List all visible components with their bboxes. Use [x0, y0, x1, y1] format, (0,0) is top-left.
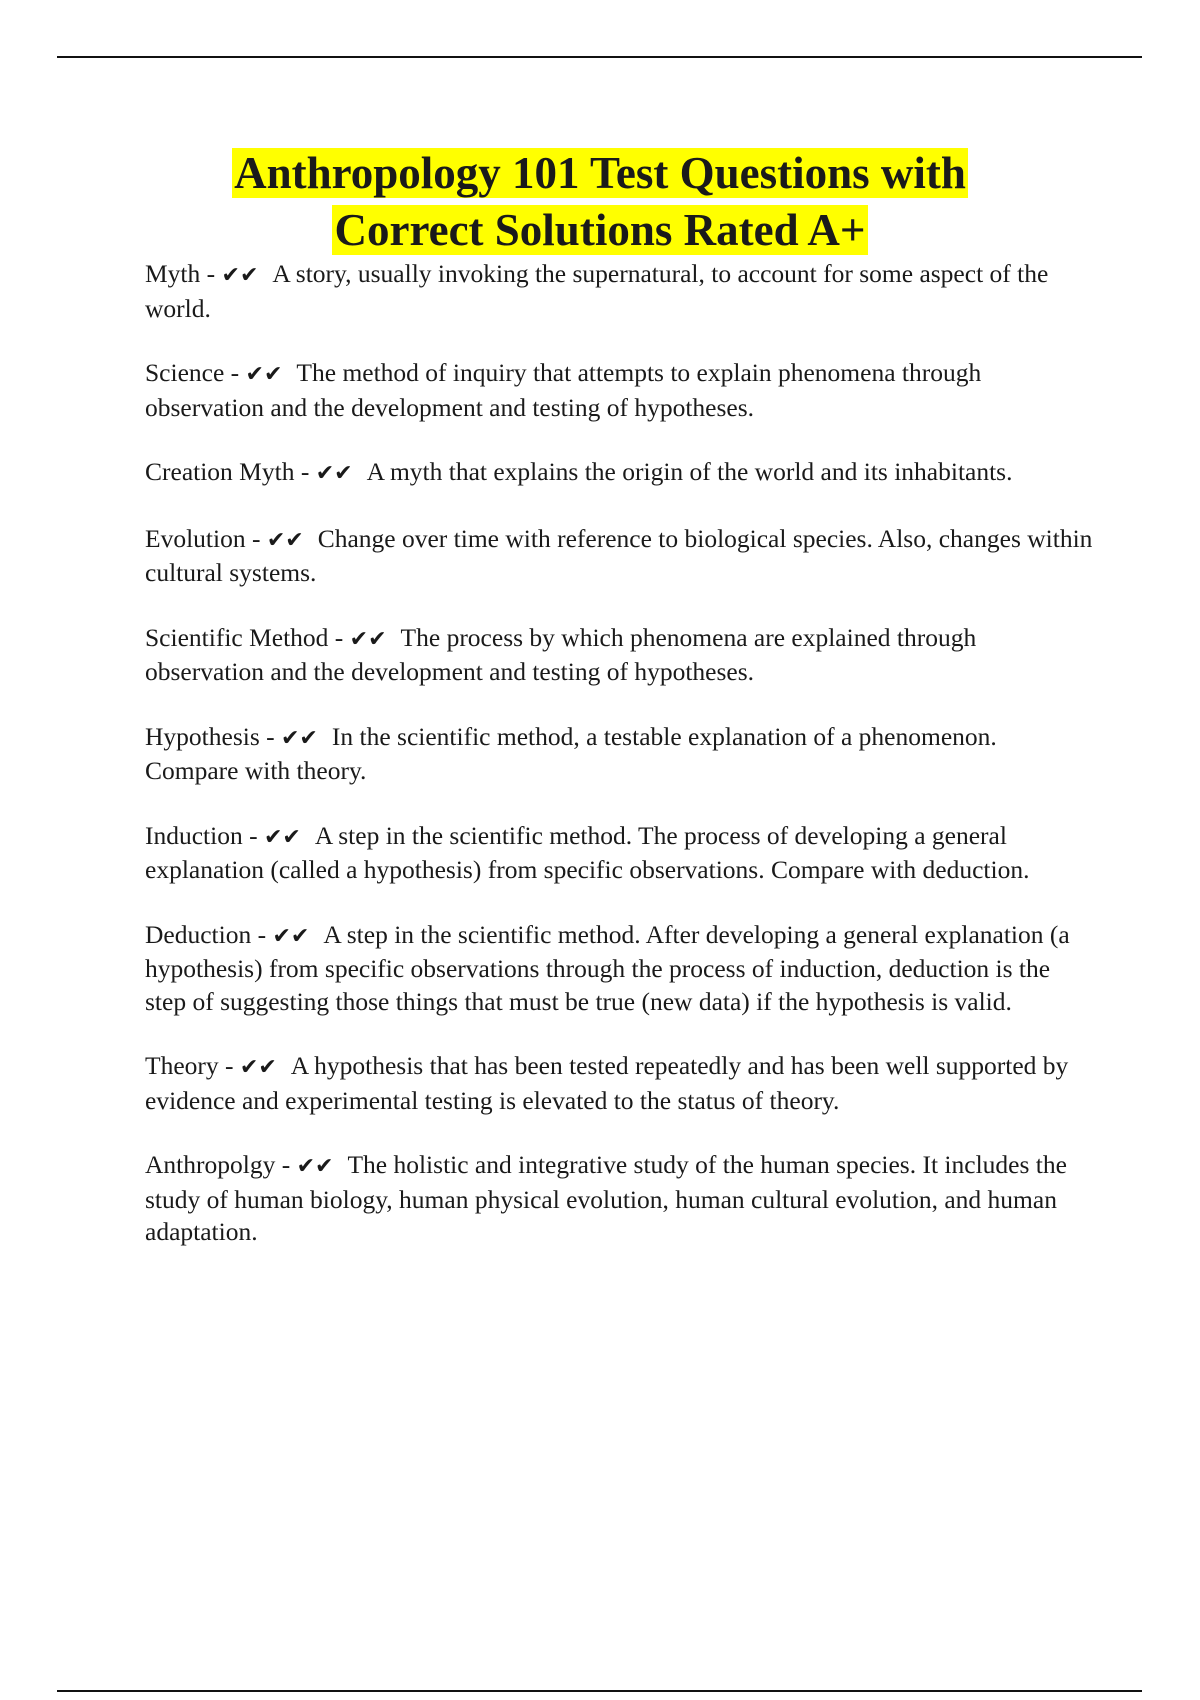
- term: Scientific Method: [145, 622, 329, 652]
- document-title: [0, 145, 1200, 259]
- list-item: Hypothesis - ✔✔ In the scientific method, a testable explanation of a phenomenon. Compare with theory.: [145, 721, 997, 785]
- list-item: Creation Myth - ✔✔ A myth that explains the origin of the world and its inhabitants.: [145, 457, 1013, 486]
- term: Deduction: [145, 919, 252, 949]
- term: Science: [145, 358, 225, 387]
- definition: The method of inquiry that attempts to explain phenomena through observation and the development and testing of hypotheses.: [145, 358, 982, 422]
- list-item: Theory - ✔✔ A hypothesis that has been tested repeatedly and has been well supported by evidence and experimental testing is elevated to the status of theory.: [145, 1051, 1069, 1115]
- definition: A step in the scientific method. After developing a general explanation (a hypothesis) from specific observations through the process of induction, deduction is the step of suggesting those things that must be true (new data) if the hypothesis is valid.: [145, 919, 1070, 1016]
- double-check-icon: ✔✔: [281, 725, 318, 751]
- definition-list: [145, 258, 1095, 1249]
- header-rule: [57, 56, 1142, 58]
- term: Evolution: [145, 523, 246, 553]
- double-check-icon: ✔✔: [245, 362, 283, 387]
- double-check-icon: ✔✔: [266, 527, 304, 553]
- term: Anthropolgy: [145, 1150, 276, 1179]
- definition: A story, usually invoking the supernatural, to account for some aspect of the world.: [145, 259, 1049, 323]
- definition: A myth that explains the origin of the world and its inhabitants.: [366, 457, 1013, 486]
- term: Hypothesis: [145, 721, 260, 751]
- title-line-2: Correct Solutions Rated A+: [334, 205, 866, 255]
- list-item: Myth - ✔✔ A story, usually invoking the supernatural, to account for some aspect of the world.: [145, 259, 1049, 323]
- double-check-icon: ✔✔: [296, 1154, 334, 1179]
- definition: Change over time with reference to biological species. Also, changes within cultural systems.: [145, 523, 1093, 587]
- definition: A step in the scientific method. The process of developing a general explanation (called a hypothesis) from specific observations. Compare with deduction.: [145, 820, 1030, 884]
- list-item: Anthropolgy - ✔✔ The holistic and integrative study of the human species. It includes the study of human biology, human physical evolution, human cultural evolution, and human adaptation.: [145, 1150, 1067, 1246]
- double-check-icon: ✔✔: [272, 923, 310, 949]
- term: Myth: [145, 259, 201, 288]
- double-check-icon: ✔✔: [315, 461, 353, 486]
- term: Induction: [145, 820, 243, 850]
- list-item: Induction - ✔✔ A step in the scientific method. The process of developing a general explanation (called a hypothesis) from specific observations. Compare with deduction.: [145, 820, 1030, 884]
- list-item: Evolution - ✔✔ Change over time with reference to biological species. Also, changes within cultural systems.: [145, 523, 1093, 587]
- double-check-icon: ✔✔: [263, 824, 301, 850]
- title-line-1: Anthropology 101 Test Questions with: [234, 148, 966, 198]
- definition: The holistic and integrative study of the human species. It includes the study of human biology, human physical evolution, human cultural evolution, and human adaptation.: [145, 1150, 1067, 1246]
- definition: In the scientific method, a testable explanation of a phenomenon. Compare with theory.: [145, 721, 997, 785]
- footer-rule: [57, 1690, 1142, 1692]
- list-item: Science - ✔✔ The method of inquiry that attempts to explain phenomena through observation and the development and testing of hypotheses.: [145, 358, 982, 422]
- double-check-icon: ✔✔: [221, 263, 259, 288]
- list-item: Scientific Method - ✔✔ The process by which phenomena are explained through observation and the development and testing of hypotheses.: [145, 622, 977, 686]
- term: Creation Myth: [145, 457, 295, 486]
- definition: A hypothesis that has been tested repeatedly and has been well supported by evidence and experimental testing is elevated to the status of theory.: [145, 1051, 1069, 1115]
- term: Theory: [145, 1051, 219, 1080]
- double-check-icon: ✔✔: [239, 1055, 277, 1080]
- definition: The process by which phenomena are explained through observation and the development and testing of hypotheses.: [145, 622, 977, 686]
- double-check-icon: ✔✔: [349, 626, 387, 652]
- list-item: Deduction - ✔✔ A step in the scientific method. After developing a general explanation (a hypothesis) from specific observations through the process of induction, deduction is the step of suggesting those things that must be true (new data) if the hypothesis is valid.: [145, 919, 1070, 1016]
